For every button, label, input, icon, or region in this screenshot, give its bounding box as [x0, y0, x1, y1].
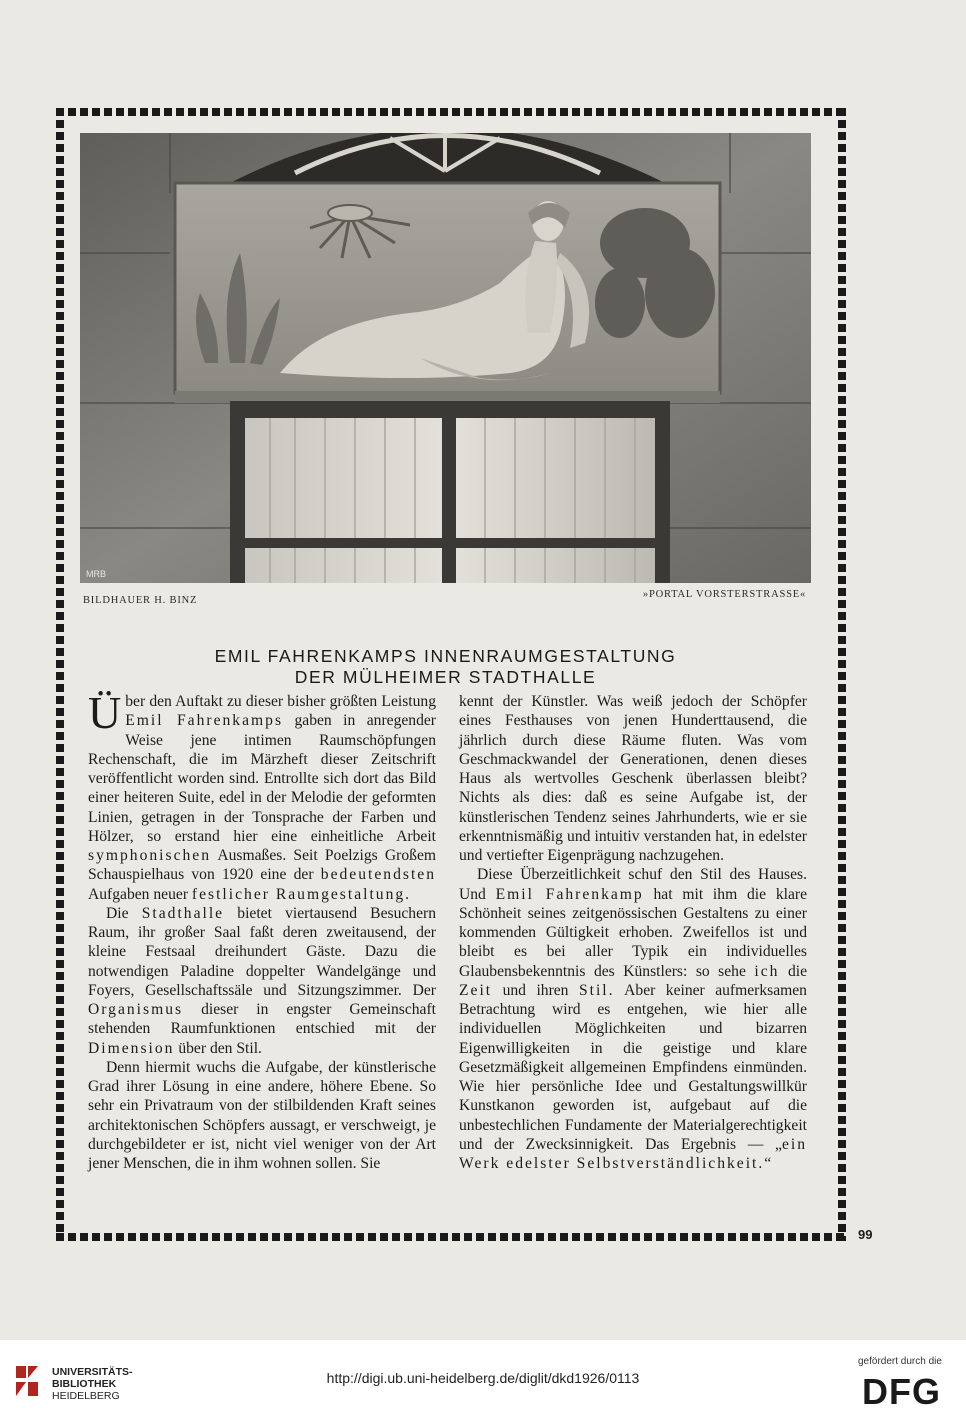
text-run-spaced: festlicher Raumgestaltung. — [191, 885, 412, 903]
text-run-spaced: symphonischen — [88, 847, 212, 864]
digitization-url[interactable]: http://digi.ub.uni-heidelberg.de/diglit/dkd1926/0113 — [326, 1370, 640, 1386]
text-run: Aber keiner aufmerksamen Betrachtung wird es entgehen, wie hier alle individuellen Möglichkeiten und bizarren Eigenwilligkeiten in die geistige und klare Gesetzmäßigkeit allgemeinen Empfindens einmünden. Wie hier persönliche Idee und Gestaltungswillkür Kunstkanon geworden ist, aufgebaut auf die unbestechlichen Fundamente der Materialgerechtigkeit und der Zwecksinnigkeit. Das Ergebnis — „ — [459, 981, 807, 1153]
page-number: 99 — [858, 1227, 873, 1242]
frame-top-border — [56, 108, 846, 116]
library-name-line: UNIVERSITÄTS- — [52, 1366, 133, 1378]
drop-cap: Ü — [88, 687, 122, 738]
text-run-spaced: Zeit — [459, 981, 493, 999]
funding-note: gefördert durch die — [858, 1356, 942, 1367]
text-run-spaced: ich — [754, 962, 780, 980]
text-run: Die — [106, 904, 142, 922]
left-paragraph-2 — [88, 904, 436, 1058]
text-run: bietet viertausend Besuchern Raum, ihr großer Saal faßt deren zweitausend, der kleine Festsaal dreihundert Gäste. Dazu die notwendigen Paladine doppelter Wandelgänge und Foyers, Gesellschaftssäle und Sitzungszimmer. Der — [88, 904, 436, 999]
relief-illustration — [80, 133, 811, 583]
article-right-column — [459, 692, 807, 1173]
left-paragraph-1 — [88, 687, 436, 904]
dfg-logo: DFG — [862, 1371, 941, 1412]
right-paragraph-1: kennt der Künstler. Was weiß jedoch der Schöpfer eines Festhauses von jenen Hunderttausend, die jährlich durch diese Räume fluten. Was vom Geschmackwandel der Generationen, denen dieses Haus als wertvolles Geschenk überlassen bleibt? Nichts als dies: daß es seine Aufgabe ist, der künstlerischen Tendenz seines Jahrhunderts, wie er sie erkenntnismäßig und intuitiv verstanden hat, in edelster und vertiefter Eigenprägung nachzugehen. — [459, 693, 807, 864]
article-title-line1: EMIL FAHRENKAMPS INNENRAUMGESTALTUNG — [214, 646, 677, 666]
text-run: über den Stil. — [174, 1039, 262, 1057]
university-seal-icon — [12, 1362, 42, 1400]
text-run: gaben in anregender Weise jene intimen Raumschöpfungen Rechenschaft, die im Märzheft dieser Zeitschrift veröffentlicht worden sind. Entrollte sich dort das Bild einer heiteren Suite, edel in der Melodie der geformten Linien, getragen in der Tonsprache der Farben und Hölzer, so erstand hier eine einheitliche Arbeit — [88, 712, 436, 845]
text-run: Ausmaßes. Seit Poelzigs Großem Schauspielhaus von 1920 eine der — [88, 847, 436, 884]
article-title-line2: DER MÜLHEIMER STADTHALLE — [294, 667, 597, 687]
digitization-footer — [0, 1340, 966, 1420]
text-run: “ — [764, 1155, 772, 1172]
text-run: ber den Auftakt zu dieser bisher größten Leistung — [125, 693, 436, 710]
text-run-spaced: Stadthalle — [141, 904, 225, 922]
text-run: die — [779, 962, 807, 980]
frame-left-border — [56, 108, 64, 1241]
text-run: und ihren — [492, 981, 579, 999]
left-paragraph-3: Denn hiermit wuchs die Aufgabe, der künstlerische Grad ihrer Lösung in eine andere, höhere Ebene. So sehr ein Privatraum von der stilbildenden Kraft seines architektonischen Schöpfers aussagt, er verschweigt, je durchgebildeter er ist, nicht viel weniger von der Art jener Menschen, die in ihm wohnen sollen. Sie — [88, 1058, 436, 1172]
photo-monogram: MRB — [86, 569, 106, 579]
text-run-spaced: bedeutendsten — [320, 866, 436, 884]
right-paragraph-2 — [459, 865, 807, 1173]
text-run: Aufgaben neuer — [88, 885, 192, 903]
text-run-spaced: Emil Fahrenkamp — [495, 885, 644, 903]
text-run-spaced: Emil Fahrenkamps — [125, 712, 284, 730]
text-run-spaced: Stil. — [578, 981, 615, 999]
text-run-spaced: ein Werk edelster Selbstverständlichkeit. — [459, 1135, 807, 1172]
text-run-spaced: Dimension — [88, 1039, 175, 1057]
relief-photograph — [80, 133, 811, 583]
library-name-line: BIBLIOTHEK — [52, 1378, 117, 1390]
text-run-spaced: Organismus — [88, 1001, 184, 1018]
library-name — [52, 1366, 133, 1402]
frame-right-border — [838, 108, 846, 1241]
photo-caption-left: BILDHAUER H. BINZ — [83, 595, 198, 606]
article-left-column — [88, 687, 436, 1173]
photo-caption-right: »PORTAL VORSTERSTRASSE« — [642, 589, 806, 600]
library-name-line: HEIDELBERG — [52, 1390, 120, 1402]
frame-bottom-border — [56, 1233, 846, 1241]
text-run: dieser in engster Gemeinschaft stehenden Raumfunktionen entschied mit der — [88, 1001, 436, 1038]
text-run: hat mit ihm die klare Schönheit seines zeitgenössischen Gestaltens zu einer kommenden Gültigkeit erhoben. Zweifellos ist und bleibt es bei aller Typik ein individuelles Glaubensbekenntnis des Künstlers: so sehe — [459, 885, 807, 980]
text-run: Diese Überzeitlichkeit schuf den Stil des Hauses. Und — [459, 866, 807, 903]
